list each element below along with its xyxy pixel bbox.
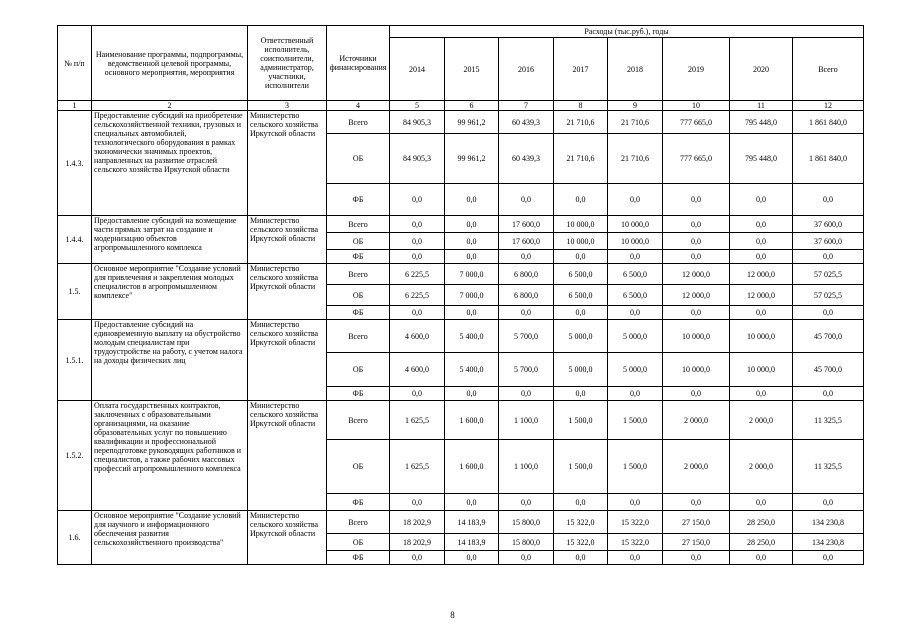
year-value: 1 600,0: [445, 401, 499, 440]
year-value: 5 400,0: [445, 353, 499, 387]
year-value: 5 000,0: [608, 353, 663, 387]
column-number: 12: [793, 101, 864, 111]
column-number: 2: [92, 101, 248, 111]
year-value: 12 000,0: [663, 285, 730, 306]
year-value: 15 322,0: [554, 511, 608, 534]
year-value: 0,0: [390, 184, 445, 216]
year-value: 5 400,0: [445, 320, 499, 353]
year-value: 0,0: [608, 306, 663, 320]
year-value: 1 500,0: [608, 440, 663, 494]
year-value: 1 625,5: [390, 401, 445, 440]
year-value: 0,0: [390, 387, 445, 401]
year-value: 10 000,0: [608, 233, 663, 250]
total-value: 1 861 840,0: [793, 134, 864, 184]
funding-source: ОБ: [327, 134, 390, 184]
year-value: 0,0: [663, 250, 730, 264]
budget-table: [57, 25, 864, 565]
total-value: 57 025,5: [793, 264, 864, 285]
funding-source: Всего: [327, 216, 390, 233]
year-value: 0,0: [730, 184, 793, 216]
year-value: 84 905,3: [390, 111, 445, 134]
column-number: 8: [554, 101, 608, 111]
year-value: 28 250,0: [730, 534, 793, 551]
year-value: 1 100,0: [499, 401, 554, 440]
year-value: 2 000,0: [730, 440, 793, 494]
item-name: Основное мероприятие "Создание условий для научного и информационного обеспечения развития сельскохозяйственного производства": [92, 511, 248, 565]
header-year: 2016: [499, 38, 554, 101]
column-number: 11: [730, 101, 793, 111]
year-value: 17 600,0: [499, 233, 554, 250]
year-value: 1 100,0: [499, 440, 554, 494]
year-value: 0,0: [499, 551, 554, 565]
total-value: 37 600,0: [793, 216, 864, 233]
item-executor: Министерство сельского хозяйства Иркутской области: [248, 511, 327, 565]
year-value: 6 500,0: [554, 285, 608, 306]
year-value: 0,0: [608, 387, 663, 401]
year-value: 28 250,0: [730, 511, 793, 534]
year-value: 6 800,0: [499, 264, 554, 285]
header-year: 2018: [608, 38, 663, 101]
column-number-row: [58, 101, 864, 111]
year-value: 0,0: [554, 551, 608, 565]
year-value: 0,0: [554, 250, 608, 264]
item-executor: Министерство сельского хозяйства Иркутской области: [248, 264, 327, 320]
funding-source: Всего: [327, 511, 390, 534]
year-value: 10 000,0: [663, 353, 730, 387]
column-number: 1: [58, 101, 92, 111]
item-number: 1.5.1.: [58, 320, 92, 401]
year-value: 0,0: [554, 387, 608, 401]
year-value: 0,0: [499, 387, 554, 401]
year-value: 0,0: [608, 250, 663, 264]
year-value: 99 961,2: [445, 111, 499, 134]
year-value: 0,0: [608, 551, 663, 565]
funding-source: Всего: [327, 320, 390, 353]
item-number: 1.6.: [58, 511, 92, 565]
table-row: [58, 111, 864, 134]
year-value: 6 500,0: [608, 264, 663, 285]
year-value: 15 800,0: [499, 534, 554, 551]
total-value: 134 230,8: [793, 511, 864, 534]
year-value: 0,0: [445, 184, 499, 216]
funding-source: ФБ: [327, 494, 390, 511]
year-value: 0,0: [445, 216, 499, 233]
year-value: 0,0: [499, 306, 554, 320]
year-value: 4 600,0: [390, 320, 445, 353]
year-value: 10 000,0: [554, 216, 608, 233]
column-number: 7: [499, 101, 554, 111]
year-value: 0,0: [499, 494, 554, 511]
funding-source: ФБ: [327, 250, 390, 264]
year-value: 0,0: [730, 551, 793, 565]
year-value: 6 500,0: [608, 285, 663, 306]
total-value: 0,0: [793, 387, 864, 401]
year-value: 6 225,5: [390, 264, 445, 285]
total-value: 1 861 840,0: [793, 111, 864, 134]
header-source: Источники финансирования: [327, 26, 390, 101]
year-value: 0,0: [608, 184, 663, 216]
year-value: 7 000,0: [445, 285, 499, 306]
funding-source: ФБ: [327, 306, 390, 320]
year-value: 27 150,0: [663, 511, 730, 534]
year-value: 1 500,0: [554, 401, 608, 440]
funding-source: ОБ: [327, 285, 390, 306]
total-value: 57 025,5: [793, 285, 864, 306]
year-value: 795 448,0: [730, 111, 793, 134]
year-value: 0,0: [663, 233, 730, 250]
year-value: 10 000,0: [554, 233, 608, 250]
year-value: 5 000,0: [554, 320, 608, 353]
year-value: 5 000,0: [554, 353, 608, 387]
year-value: 0,0: [390, 494, 445, 511]
year-value: 5 700,0: [499, 320, 554, 353]
year-value: 6 800,0: [499, 285, 554, 306]
header-num: № п/п: [58, 26, 92, 101]
year-value: 10 000,0: [608, 216, 663, 233]
total-value: 11 325,5: [793, 440, 864, 494]
year-value: 0,0: [730, 306, 793, 320]
year-value: 0,0: [554, 494, 608, 511]
header-executor: Ответственный исполнитель, соисполнители, администратор, участники, исполнители: [248, 26, 327, 101]
year-value: 0,0: [445, 233, 499, 250]
year-value: 18 202,9: [390, 534, 445, 551]
year-value: 1 625,5: [390, 440, 445, 494]
year-value: 21 710,6: [608, 111, 663, 134]
table-row: [58, 320, 864, 353]
year-value: 15 800,0: [499, 511, 554, 534]
year-value: 12 000,0: [730, 285, 793, 306]
funding-source: ФБ: [327, 387, 390, 401]
year-value: 0,0: [608, 494, 663, 511]
year-value: 1 600,0: [445, 440, 499, 494]
year-value: 1 500,0: [554, 440, 608, 494]
funding-source: Всего: [327, 401, 390, 440]
column-number: 9: [608, 101, 663, 111]
year-value: 2 000,0: [730, 401, 793, 440]
header-year: 2015: [445, 38, 499, 101]
year-value: 21 710,6: [554, 134, 608, 184]
year-value: 0,0: [554, 306, 608, 320]
header-total: Всего: [793, 38, 864, 101]
year-value: 0,0: [663, 494, 730, 511]
funding-source: ОБ: [327, 233, 390, 250]
funding-source: ОБ: [327, 440, 390, 494]
year-value: 0,0: [730, 233, 793, 250]
year-value: 60 439,3: [499, 111, 554, 134]
year-value: 10 000,0: [663, 320, 730, 353]
item-name: Предоставление субсидий на единовременную выплату на обустройство молодым специалистам при трудоустройстве на работу, с учетом налога на доходы физических лиц: [92, 320, 248, 401]
total-value: 0,0: [793, 551, 864, 565]
year-value: 7 000,0: [445, 264, 499, 285]
year-value: 21 710,6: [554, 111, 608, 134]
year-value: 0,0: [445, 494, 499, 511]
year-value: 0,0: [390, 216, 445, 233]
year-value: 777 665,0: [663, 134, 730, 184]
column-number: 6: [445, 101, 499, 111]
funding-source: ФБ: [327, 551, 390, 565]
year-value: 12 000,0: [730, 264, 793, 285]
total-value: 11 325,5: [793, 401, 864, 440]
year-value: 0,0: [390, 233, 445, 250]
year-value: 2 000,0: [663, 440, 730, 494]
total-value: 0,0: [793, 306, 864, 320]
table-row: [58, 216, 864, 233]
item-executor: Министерство сельского хозяйства Иркутской области: [248, 111, 327, 216]
funding-source: ОБ: [327, 353, 390, 387]
total-value: 0,0: [793, 250, 864, 264]
year-value: 5 000,0: [608, 320, 663, 353]
year-value: 17 600,0: [499, 216, 554, 233]
page-number: 8: [450, 610, 455, 620]
year-value: 60 439,3: [499, 134, 554, 184]
column-number: 10: [663, 101, 730, 111]
column-number: 4: [327, 101, 390, 111]
year-value: 14 183,9: [445, 511, 499, 534]
header-year: 2019: [663, 38, 730, 101]
year-value: 14 183,9: [445, 534, 499, 551]
year-value: 0,0: [663, 551, 730, 565]
year-value: 0,0: [390, 551, 445, 565]
year-value: 6 225,5: [390, 285, 445, 306]
item-name: Предоставление субсидий на возмещение части прямых затрат на создание и модернизацию объектов агропромышленного комплекса: [92, 216, 248, 264]
funding-source: ФБ: [327, 184, 390, 216]
year-value: 795 448,0: [730, 134, 793, 184]
table-row: [58, 511, 864, 534]
year-value: 99 961,2: [445, 134, 499, 184]
year-value: 2 000,0: [663, 401, 730, 440]
year-value: 0,0: [730, 250, 793, 264]
year-value: 777 665,0: [663, 111, 730, 134]
item-executor: Министерство сельского хозяйства Иркутской области: [248, 401, 327, 511]
year-value: 0,0: [499, 184, 554, 216]
year-value: 0,0: [390, 306, 445, 320]
table-body: [58, 111, 864, 565]
year-value: 0,0: [663, 184, 730, 216]
year-value: 15 322,0: [608, 511, 663, 534]
total-value: 134 230,8: [793, 534, 864, 551]
year-value: 15 322,0: [608, 534, 663, 551]
year-value: 0,0: [663, 216, 730, 233]
year-value: 0,0: [663, 387, 730, 401]
column-number: 3: [248, 101, 327, 111]
year-value: 5 700,0: [499, 353, 554, 387]
table-row: [58, 401, 864, 440]
year-value: 18 202,9: [390, 511, 445, 534]
item-executor: Министерство сельского хозяйства Иркутской области: [248, 320, 327, 401]
year-value: 1 500,0: [608, 401, 663, 440]
year-value: 0,0: [499, 250, 554, 264]
year-value: 0,0: [730, 216, 793, 233]
total-value: 0,0: [793, 494, 864, 511]
header-name: Наименование программы, подпрограммы, ведомственной целевой программы, основного мероприятия, мероприятия: [92, 26, 248, 101]
year-value: 0,0: [445, 387, 499, 401]
year-value: 6 500,0: [554, 264, 608, 285]
header-expenses: Расходы (тыс.руб.), годы: [390, 26, 864, 38]
item-number: 1.5.: [58, 264, 92, 320]
year-value: 0,0: [445, 306, 499, 320]
header-year: 2017: [554, 38, 608, 101]
header-year: 2014: [390, 38, 445, 101]
column-number: 5: [390, 101, 445, 111]
item-number: 1.4.4.: [58, 216, 92, 264]
total-value: 45 700,0: [793, 353, 864, 387]
year-value: 10 000,0: [730, 353, 793, 387]
year-value: 21 710,6: [608, 134, 663, 184]
year-value: 10 000,0: [730, 320, 793, 353]
funding-source: Всего: [327, 264, 390, 285]
total-value: 0,0: [793, 184, 864, 216]
year-value: 12 000,0: [663, 264, 730, 285]
year-value: 0,0: [445, 250, 499, 264]
table-row: [58, 264, 864, 285]
funding-source: ОБ: [327, 534, 390, 551]
year-value: 0,0: [445, 551, 499, 565]
year-value: 0,0: [730, 494, 793, 511]
funding-source: Всего: [327, 111, 390, 134]
header-year: 2020: [730, 38, 793, 101]
year-value: 0,0: [554, 184, 608, 216]
year-value: 0,0: [390, 250, 445, 264]
total-value: 37 600,0: [793, 233, 864, 250]
year-value: 0,0: [730, 387, 793, 401]
item-name: Оплата государственных контрактов, заключенных с образовательными организациями, на оказание образовательных услуг по повышению квалификации и профессиональной переподготовке руководящих работников и специалистов, а также рабочих массовых профессий агропромышленного комплекса: [92, 401, 248, 511]
year-value: 15 322,0: [554, 534, 608, 551]
year-value: 27 150,0: [663, 534, 730, 551]
item-number: 1.5.2.: [58, 401, 92, 511]
item-name: Основное мероприятие "Создание условий для привлечения и закрепления молодых специалистов в агропромышленном комплексе": [92, 264, 248, 320]
year-value: 0,0: [663, 306, 730, 320]
year-value: 4 600,0: [390, 353, 445, 387]
total-value: 45 700,0: [793, 320, 864, 353]
item-name: Предоставление субсидий на приобретение сельскохозяйственной техники, грузовых и специальных автомобилей, технологического оборудования в рамках экономически значимых проектов, направленных на развитие отраслей сельского хозяйства Иркутской области: [92, 111, 248, 216]
item-executor: Министерство сельского хозяйства Иркутской области: [248, 216, 327, 264]
year-value: 84 905,3: [390, 134, 445, 184]
item-number: 1.4.3.: [58, 111, 92, 216]
